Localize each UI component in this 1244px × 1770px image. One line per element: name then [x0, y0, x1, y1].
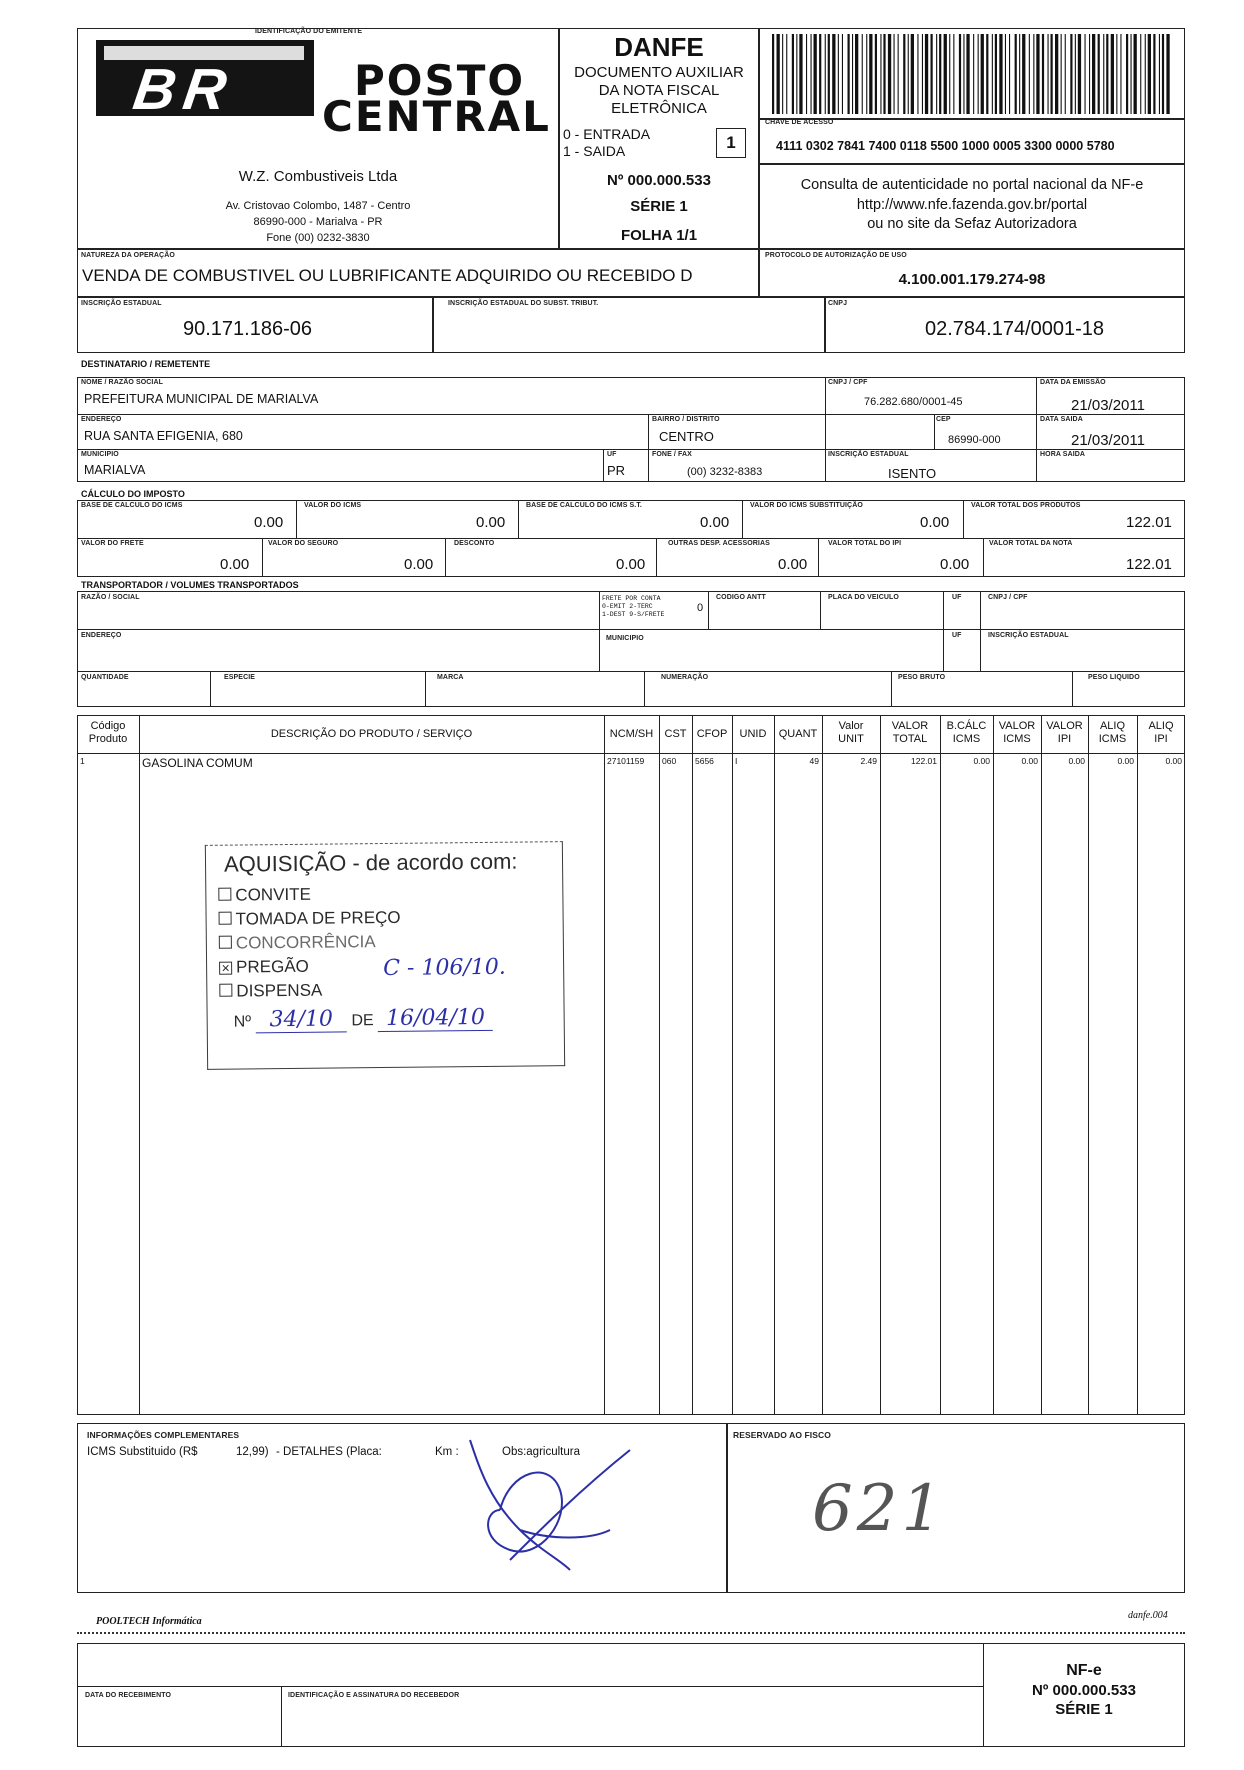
barcode-bar: [1070, 34, 1072, 114]
table-cell: 122.01: [911, 756, 937, 766]
nota: 122.01: [1126, 556, 1172, 573]
barcode-bar: [939, 34, 941, 114]
barcode-bar: [866, 34, 867, 114]
dest-ie-label: INSCRIÇÃO ESTADUAL: [828, 451, 909, 458]
fisco-box: [727, 1423, 1185, 1593]
dest-cep-label: CEP: [936, 416, 951, 423]
transp-end-label: ENDEREÇO: [81, 632, 122, 639]
barcode-bar: [848, 34, 850, 114]
barcode-bar: [986, 34, 988, 114]
barcode-bar: [862, 34, 863, 114]
table-column-divider: [1137, 715, 1138, 1415]
barcode-bar: [1033, 34, 1034, 114]
v-icms-label: VALOR DO ICMS: [304, 502, 362, 509]
barcode-bar: [995, 34, 997, 114]
dest-bairro-label: BAIRRO / DISTRITO: [652, 416, 720, 423]
frete-conta-l3: 1-DEST 9-S/FRETE: [602, 611, 665, 618]
table-header-cell: VALOR IPI: [1046, 720, 1083, 745]
barcode-bar: [1134, 34, 1137, 114]
barcode-bar: [1162, 34, 1164, 114]
barcode-bar: [1029, 34, 1030, 114]
barcode-bar: [838, 34, 839, 114]
cut-line: [77, 1632, 1185, 1634]
bc-st-label: BASE DE CALCULO DO ICMS S.T.: [526, 502, 642, 509]
barcode-bar: [917, 34, 918, 114]
consulta-line2: http://www.nfe.fazenda.gov.br/portal: [856, 197, 1088, 213]
info-text2: 12,99): [236, 1446, 269, 1458]
seguro-label: VALOR DO SEGURO: [268, 540, 339, 547]
placa-label: PLACA DO VEICULO: [828, 594, 899, 601]
table-cell: 49: [809, 756, 819, 766]
barcode-bar: [953, 34, 954, 114]
seguro: 0.00: [404, 556, 434, 573]
barcode-bar: [852, 34, 853, 114]
barcode-bar: [814, 34, 817, 114]
table-cell: 0.00: [1117, 756, 1134, 766]
peso-liquido-label: PESO LIQUIDO: [1088, 674, 1140, 681]
table-header-cell: CST: [664, 728, 687, 740]
table-header-cell: VALOR TOTAL: [891, 720, 929, 745]
stamp-numero: [234, 1005, 493, 1033]
br-logo: [96, 40, 314, 122]
frete: 0.00: [220, 556, 250, 573]
frete-conta-l1: FRETE POR CONTA: [602, 595, 661, 602]
qtd-label: QUANTIDADE: [81, 674, 129, 681]
stamp-opt-tomada: [219, 908, 401, 930]
table-cell: 060: [662, 756, 677, 766]
info-text5: Obs:agricultura: [502, 1446, 580, 1458]
transp-uf2-label: UF: [952, 632, 962, 639]
frete-conta: [602, 595, 664, 619]
nota-label: VALOR TOTAL DA NOTA: [989, 540, 1073, 547]
stamp-num: 34/10: [255, 1006, 347, 1033]
consulta-line3: ou no site da Sefaz Autorizadora: [867, 216, 1077, 232]
table-header-cell: ALIQ ICMS: [1098, 720, 1127, 745]
danfe-numero: Nº 000.000.533: [607, 172, 711, 189]
table-column-divider: [993, 715, 994, 1415]
desconto: 0.00: [616, 556, 646, 573]
barcode-bar: [981, 34, 984, 114]
dest-cnpj-label: CNPJ / CPF: [828, 379, 868, 386]
table-cell: 0.00: [973, 756, 990, 766]
chave-label: CHAVE DE ACESSO: [765, 119, 834, 126]
barcode-bar: [966, 34, 969, 114]
info-text3: - DETALHES (Placa:: [276, 1446, 382, 1458]
barcode-bar: [1153, 34, 1155, 114]
barcode-bar: [1075, 34, 1076, 114]
barcode-bar: [1111, 34, 1114, 114]
especie-label: ESPECIE: [224, 674, 256, 681]
barcode-bar: [1051, 34, 1053, 114]
marca-label: MARCA: [437, 674, 464, 681]
table-header-cell: ALIQ IPI: [1148, 720, 1174, 745]
table-cell: 5656: [695, 756, 714, 766]
stamp-opt-dispensa-label: DISPENSA: [236, 980, 323, 1001]
barcode-bar: [1103, 34, 1104, 114]
barcode-bar: [925, 34, 928, 114]
info-label: INFORMAÇÕES COMPLEMENTARES: [87, 1430, 240, 1440]
table-header-cell: NCM/SH: [609, 728, 654, 740]
transp-cnpj-label: CNPJ / CPF: [988, 594, 1028, 601]
peso-bruto-label: PESO BRUTO: [898, 674, 946, 681]
bc-icms-label: BASE DE CALCULO DO ICMS: [81, 502, 183, 509]
barcode-bar: [777, 34, 780, 114]
barcode-bar: [949, 34, 950, 114]
barcode-bar: [832, 34, 835, 114]
barcode-bar: [1098, 34, 1100, 114]
brand-posto: POSTO: [354, 56, 526, 105]
barcode-bar: [999, 34, 1002, 114]
table-column-divider: [880, 715, 881, 1415]
danfe-tipo: 1: [726, 133, 736, 152]
stamp-title: AQUISIÇÃO - de acordo com:: [223, 848, 518, 877]
barcode-bar: [1106, 34, 1108, 114]
table-header-cell: Valor UNIT: [838, 720, 864, 745]
barcode-bar: [1131, 34, 1132, 114]
table-header-cell: DESCRIÇÃO DO PRODUTO / SERVIÇO: [270, 728, 473, 740]
table-column-divider: [692, 715, 693, 1415]
outras: 0.00: [778, 556, 808, 573]
table-header-cell: Código Produto: [88, 720, 128, 745]
ie-value: 90.171.186-06: [183, 318, 313, 340]
info-text4: Km :: [435, 1446, 459, 1458]
transp-uf-label: UF: [952, 594, 962, 601]
stamp-aquisicao: [205, 841, 565, 1070]
barcode: [772, 34, 1172, 114]
dest-end-label: ENDEREÇO: [81, 416, 122, 423]
danfe-sub3: ELETRÔNICA: [611, 100, 707, 117]
dest-mun-label: MUNICIPIO: [81, 451, 119, 458]
rodape-right: danfe.004: [1128, 1610, 1168, 1621]
rodape-left: POOLTECH Informática: [96, 1616, 202, 1627]
stamp-opt-convite: [218, 885, 311, 906]
barcode-bar: [973, 34, 974, 114]
barcode-bar: [898, 34, 899, 114]
stamp-opt-convite-label: CONVITE: [235, 884, 312, 905]
barcode-bar: [1145, 34, 1146, 114]
barcode-bar: [1015, 34, 1017, 114]
stamp-opt-tomada-label: TOMADA DE PREÇO: [235, 907, 401, 929]
table-column-divider: [1041, 715, 1042, 1415]
cnpj-label: CNPJ: [828, 300, 848, 307]
v-prod: 122.01: [1126, 514, 1172, 531]
protocolo-label: PROTOCOLO DE AUTORIZAÇÃO DE USO: [765, 252, 907, 259]
barcode-bar: [1089, 34, 1090, 114]
barcode-bar: [786, 34, 787, 114]
barcode-bar: [1009, 34, 1010, 114]
fisco-note: 621: [812, 1472, 947, 1546]
barcode-bar: [792, 34, 794, 114]
dest-saida: 21/03/2011: [1071, 432, 1145, 449]
canhoto-serie: SÉRIE 1: [1055, 1701, 1113, 1718]
outras-label: OUTRAS DESP. ACESSORIAS: [668, 540, 770, 547]
br-logo-text: BR: [129, 57, 239, 122]
consulta-line1: Consulta de autenticidade no portal nacional da NF-e: [800, 177, 1144, 193]
barcode-bar: [1048, 34, 1049, 114]
emitente-address1: Av. Cristovao Colombo, 1487 - Centro: [225, 200, 411, 212]
stamp-opt-pregao-label: PREGÃO: [236, 956, 309, 977]
barcode-bar: [825, 34, 826, 114]
barcode-bar: [931, 34, 933, 114]
frete-conta-val: 0: [697, 602, 704, 614]
table-header-cell: QUANT: [778, 728, 818, 740]
barcode-bar: [1085, 34, 1086, 114]
barcode-bar: [963, 34, 964, 114]
dest-bairro: CENTRO: [659, 429, 714, 444]
barcode-bar: [1061, 34, 1062, 114]
stamp-opt-pregao: × PREGÃO: [219, 957, 309, 978]
table-column-divider: [822, 715, 823, 1415]
table-header-cell: CFOP: [696, 728, 728, 740]
table-cell: I: [735, 756, 738, 766]
barcode-bar: [1116, 34, 1117, 114]
barcode-bar: [911, 34, 914, 114]
numeracao-label: NUMERAÇÃO: [661, 674, 709, 681]
dest-nome: PREFEITURA MUNICIPAL DE MARIALVA: [84, 392, 319, 406]
barcode-bar: [883, 34, 885, 114]
table-cell: 1: [80, 756, 85, 766]
iest-label: INSCRIÇÃO ESTADUAL DO SUBST. TRIBUT.: [448, 300, 599, 307]
stamp-de: DE: [351, 1012, 374, 1030]
barcode-bar: [1120, 34, 1121, 114]
barcode-bar: [1055, 34, 1058, 114]
barcode-bar: [880, 34, 881, 114]
danfe-serie: SÉRIE 1: [630, 198, 688, 215]
stamp-opt-concorrencia: [219, 932, 376, 954]
table-cell: 27101159: [607, 756, 645, 766]
barcode-bar: [1159, 34, 1160, 114]
barcode-bar: [1148, 34, 1151, 114]
barcode-bar: [869, 34, 872, 114]
danfe-title: DANFE: [614, 32, 704, 62]
stamp-opt-dispensa: [219, 981, 322, 1002]
barcode-bar: [1022, 34, 1025, 114]
barcode-bar: [1166, 34, 1169, 114]
table-header-cell: UNID: [739, 728, 767, 740]
stamp-data: 16/04/10: [378, 1005, 493, 1032]
transp-ie-label: INSCRIÇÃO ESTADUAL: [988, 632, 1069, 639]
imposto-section: CÁLCULO DO IMPOSTO: [81, 489, 185, 499]
stamp-num-prefix: Nº: [233, 1013, 252, 1031]
dest-ie: ISENTO: [888, 466, 937, 481]
bc-st: 0.00: [700, 514, 730, 531]
danfe-folha: FOLHA 1/1: [620, 227, 698, 244]
table-column-divider: [139, 715, 140, 1415]
natureza-value: VENDA DE COMBUSTIVEL OU LUBRIFICANTE ADQUIRIDO OU RECEBIDO D: [82, 266, 693, 285]
barcode-bar: [894, 34, 895, 114]
table-column-divider: [774, 715, 775, 1415]
barcode-bar: [1092, 34, 1095, 114]
danfe-entrada: 0 - ENTRADA: [563, 126, 651, 142]
barcode-bar: [1019, 34, 1020, 114]
protocolo-value: 4.100.001.179.274-98: [898, 271, 1046, 288]
dest-emissao: 21/03/2011: [1071, 397, 1145, 414]
barcode-bar: [772, 34, 774, 114]
dest-emissao-label: DATA DA EMISSÃO: [1040, 379, 1106, 386]
stamp-opt-concorrencia-label: CONCORRÊNCIA: [235, 932, 376, 953]
canhoto-data-label: DATA DO RECEBIMENTO: [85, 1692, 172, 1699]
v-icms: 0.00: [476, 514, 506, 531]
barcode-bar: [799, 34, 802, 114]
dest-uf-label: UF: [607, 451, 617, 458]
barcode-bar: [875, 34, 877, 114]
transp-razao-label: RAZÃO / SOCIAL: [81, 594, 140, 601]
dest-uf: PR: [607, 463, 626, 478]
dest-fone: (00) 3232-8383: [687, 466, 763, 478]
barcode-bar: [978, 34, 979, 114]
info-text1: ICMS Substituido (R$: [87, 1446, 198, 1458]
fisco-label: RESERVADO AO FISCO: [733, 1430, 831, 1440]
barcode-bar: [828, 34, 830, 114]
table-cell: 0.00: [1021, 756, 1038, 766]
transp-mun-label: MUNICIPIO: [606, 635, 644, 642]
signature-scribble: [440, 1430, 640, 1580]
barcode-bar: [842, 34, 843, 114]
barcode-bar: [944, 34, 947, 114]
dest-cep: 86990-000: [948, 434, 1001, 446]
barcode-bar: [806, 34, 807, 114]
dest-cnpj: 76.282.680/0001-45: [864, 396, 963, 408]
barcode-bar: [855, 34, 858, 114]
barcode-bar: [1140, 34, 1141, 114]
emitente-address2: 86990-000 - Marialva - PR: [253, 216, 383, 228]
table-cell: 0.00: [1165, 756, 1182, 766]
ipi: 0.00: [940, 556, 970, 573]
table-column-divider: [604, 715, 605, 1415]
barcode-bar: [811, 34, 812, 114]
ipi-label: VALOR TOTAL DO IPI: [828, 540, 902, 547]
table-cell: 2.49: [860, 756, 877, 766]
cnpj-value: 02.784.174/0001-18: [925, 318, 1105, 340]
table-column-divider: [659, 715, 660, 1415]
table-column-divider: [732, 715, 733, 1415]
barcode-bar: [796, 34, 797, 114]
frete-conta-l2: 0-EMIT 2-TERC: [602, 603, 653, 610]
dest-municipio: MARIALVA: [84, 463, 146, 477]
barcode-bar: [1042, 34, 1044, 114]
canhoto-nfe: NF-e: [1066, 1662, 1102, 1679]
desconto-label: DESCONTO: [454, 540, 495, 547]
barcode-bar: [1005, 34, 1006, 114]
canhoto-assin-label: IDENTIFICAÇÃO E ASSINATURA DO RECEBEDOR: [288, 1692, 460, 1699]
table-column-divider: [940, 715, 941, 1415]
stamp-pregao-note: C - 106/10.: [383, 954, 506, 982]
emitente-company: W.Z. Combustiveis Ltda: [238, 168, 398, 185]
barcode-bar: [782, 34, 783, 114]
dest-saida-label: DATA SAIDA: [1040, 416, 1083, 423]
v-st: 0.00: [920, 514, 950, 531]
barcode-bar: [922, 34, 923, 114]
canhoto-numero: Nº 000.000.533: [1032, 1682, 1136, 1699]
barcode-bar: [1036, 34, 1039, 114]
destinatario-section: DESTINATARIO / REMETENTE: [81, 359, 211, 369]
barcode-bar: [888, 34, 891, 114]
v-st-label: VALOR DO ICMS SUBSTITUIÇÃO: [750, 502, 863, 509]
v-prod-label: VALOR TOTAL DOS PRODUTOS: [971, 502, 1081, 509]
barcode-bar: [936, 34, 937, 114]
barcode-bar: [908, 34, 909, 114]
table-column-divider: [1088, 715, 1089, 1415]
barcode-bar: [903, 34, 905, 114]
frete-label: VALOR DO FRETE: [81, 540, 144, 547]
transportador-section: TRANSPORTADOR / VOLUMES TRANSPORTADOS: [81, 580, 299, 590]
table-cell: GASOLINA COMUM: [142, 756, 253, 770]
chave-value: 4111 0302 7841 7400 0118 5500 1000 0005 3300 0000 5780: [776, 139, 1115, 153]
barcode-bar: [1065, 34, 1066, 114]
dest-nome-label: NOME / RAZÃO SOCIAL: [81, 379, 164, 386]
table-header-cell: VALOR ICMS: [998, 720, 1036, 745]
dest-hora-label: HORA SAIDA: [1040, 451, 1086, 458]
table-cell: 0.00: [1068, 756, 1085, 766]
natureza-label: NATUREZA DA OPERAÇÃO: [81, 252, 175, 259]
barcode-bar: [1126, 34, 1128, 114]
barcode-bar: [819, 34, 821, 114]
danfe-sub1: DOCUMENTO AUXILIAR: [574, 64, 744, 81]
emitente-phone: Fone (00) 0232-3830: [266, 232, 370, 244]
barcode-bar: [959, 34, 961, 114]
barcode-bar: [1078, 34, 1081, 114]
danfe-sub2: DA NOTA FISCAL: [598, 82, 720, 99]
dest-fone-label: FONE / FAX: [652, 451, 692, 458]
dest-endereco: RUA SANTA EFIGENIA, 680: [84, 429, 243, 443]
barcode-bar: [992, 34, 993, 114]
emitente-section-label: IDENTIFICAÇÃO DO EMITENTE: [255, 28, 363, 35]
brand-central: CENTRAL: [322, 92, 551, 141]
danfe-saida: 1 - SAIDA: [563, 143, 626, 159]
bc-icms: 0.00: [254, 514, 284, 531]
table-header-cell: B.CÁLC ICMS: [946, 720, 987, 745]
antt-label: CODIGO ANTT: [716, 594, 766, 601]
ie-label: INSCRIÇÃO ESTADUAL: [81, 300, 162, 307]
